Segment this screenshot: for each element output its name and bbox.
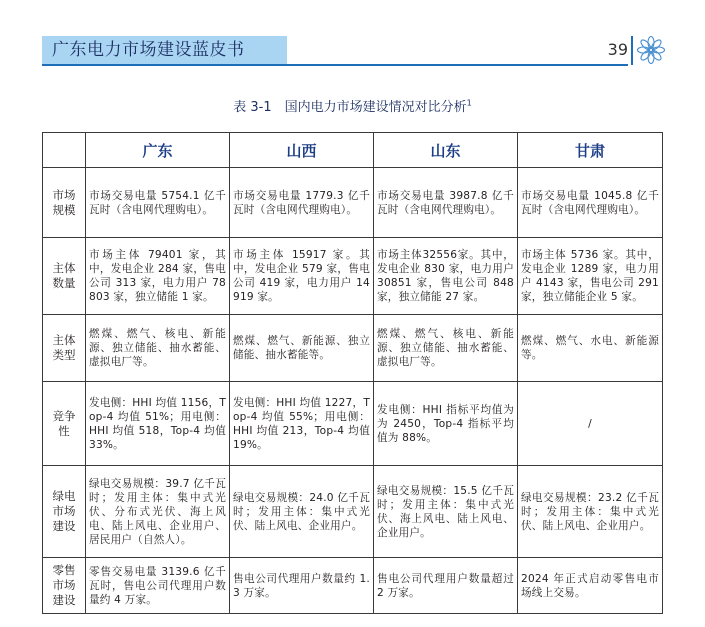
table-cell: 市场交易电量 5754.1 亿千瓦时（含电网代理购电）。 [86,168,230,238]
table-caption [0,96,705,115]
table-cell: 市场主体 15917 家。其中，发电企业 579 家，售电公司 419 家，电力用户 14919 家。 [230,238,374,315]
table-cell: 发电侧：HHI 指标平均值为为 2450，Top-4 指标平均值为 88%。 [374,382,518,466]
table-row [43,466,663,558]
table-cell: 市场交易电量 1779.3 亿千瓦时（含电网代理购电）。 [230,168,374,238]
table-cell: 发电侧：HHI 均值 1227，Top-4 均值 55%；用电侧：HHI 均值 213，Top-4 均值 19%。 [230,382,374,466]
table-header-row [43,133,663,168]
table-cell: 燃煤、燃气、核电、新能源、独立储能、抽水蓄能、虚拟电厂等。 [86,315,230,382]
column-header-shandong: 山东 [374,133,518,168]
table-cell: 市场交易电量 1045.8 亿千瓦时（含电网代理购电）。 [518,168,663,238]
table-cell: 发电侧：HHI 均值 1156，Top-4 均值 51%；用电侧：HHI 均值 518，Top-4 均值 33%。 [86,382,230,466]
table-cell: 市场主体32556家。其中，发电企业 830 家，电力用户 30851 家，售电公司 848 家，独立储能 27 家。 [374,238,518,315]
row-header: 绿电市场建设 [43,466,86,558]
table-row [43,315,663,382]
table-cell: 绿电交易规模：39.7 亿千瓦时；发用主体：集中式光伏、分布式光伏、海上风电、陆上风电、企业用户、居民用户（自然人）。 [86,466,230,558]
table-cell: 燃煤、燃气、水电、新能源等。 [518,315,663,382]
table-row [43,382,663,466]
table-cell: 售电公司代理用户数量约 1.3 万家。 [230,558,374,614]
book-title: 广东电力市场建设蓝皮书 [52,40,245,60]
row-header: 零售市场建设 [43,558,86,614]
flower-logo-icon [636,35,666,65]
page-divider [631,36,633,65]
table-caption-text: 表 3-1 国内电力市场建设情况对比分析 [233,100,467,115]
table-row [43,238,663,315]
table-cell: 零售交易电量 3139.6 亿千瓦时，售电公司代理用户数量约 4 万家。 [86,558,230,614]
page-number: 39 [607,40,628,59]
column-header-gansu: 甘肃 [518,133,663,168]
table-cell: 燃煤、燃气、核电、新能源、独立储能、抽水蓄能、虚拟电厂等。 [374,315,518,382]
table-cell: 2024 年正式启动零售电市场线上交易。 [518,558,663,614]
table-cell: 燃煤、燃气、新能源、独立储能、抽水蓄能等。 [230,315,374,382]
footnote-marker: 1 [466,98,472,108]
column-header-shanxi: 山西 [230,133,374,168]
table-row [43,168,663,238]
row-header: 主体数量 [43,238,86,315]
table-cell: 绿电交易规模：24.0 亿千瓦时；发用主体：集中式光伏、陆上风电、企业用户。 [230,466,374,558]
column-header-guangdong: 广东 [86,133,230,168]
row-header: 主体类型 [43,315,86,382]
table-cell: 绿电交易规模：15.5 亿千瓦时；发用主体：集中式光伏、海上风电、陆上风电、企业用户。 [374,466,518,558]
table-row [43,558,663,614]
table-cell: 售电公司代理用户数量超过 2 万家。 [374,558,518,614]
table-cell: / [518,382,663,466]
comparison-table [42,132,663,614]
table-cell: 市场主体 5736 家。其中，发电企业 1289 家，电力用户 4143 家，售电公司 291 家，独立储能企业 5 家。 [518,238,663,315]
table-cell: 市场主体 79401 家，其中，发电企业 284 家，售电公司 313 家，电力用户 78803 家，独立储能 1 家。 [86,238,230,315]
row-header: 竞争性 [43,382,86,466]
row-header: 市场规模 [43,168,86,238]
table-cell: 市场交易电量 3987.8 亿千瓦时（含电网代理购电）。 [374,168,518,238]
corner-cell [43,133,86,168]
table-cell: 绿电交易规模：23.2 亿千瓦时；发用主体：集中式光伏、陆上风电、企业用户。 [518,466,663,558]
header-rule [42,64,628,66]
